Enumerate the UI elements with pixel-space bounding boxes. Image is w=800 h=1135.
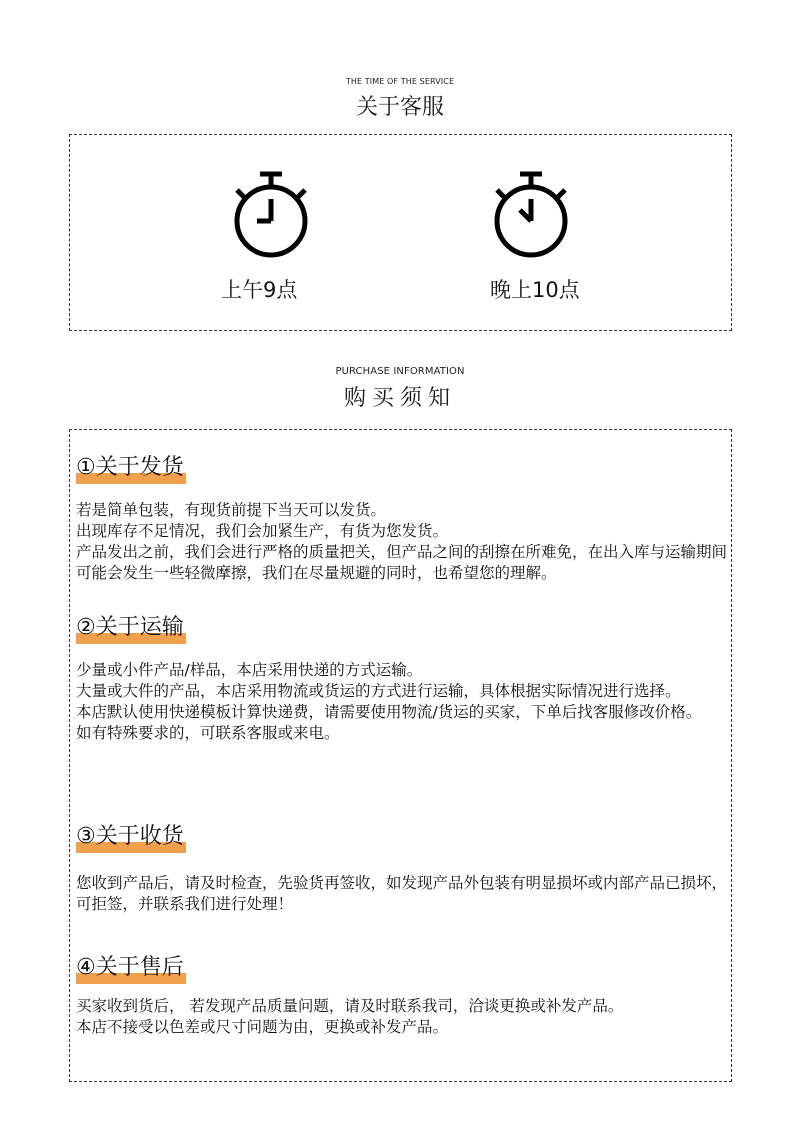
service-header bbox=[0, 77, 800, 121]
service-start-time: 上午9点 bbox=[221, 278, 298, 302]
purchase-info-box bbox=[69, 429, 732, 1082]
purchase-header bbox=[0, 366, 800, 412]
transport-section bbox=[76, 614, 731, 744]
receiving-section-body bbox=[76, 873, 731, 915]
paragraph: 买家收到货后， 若发现产品质量问题，请及时联系我司，洽谈更换或补发产品。 bbox=[76, 997, 624, 1015]
paragraph: 大量或大件的产品，本店采用物流或货运的方式进行运输，具体根据实际情况进行选择。 bbox=[76, 682, 681, 700]
paragraph: 出现库存不足情况，我们会加紧生产，有货为您发货。 bbox=[76, 522, 449, 540]
transport-section-body bbox=[76, 660, 731, 744]
shipping-section bbox=[76, 454, 731, 584]
shipping-section-body bbox=[76, 500, 731, 584]
service-title: 关于客服 bbox=[355, 95, 444, 120]
paragraph: 少量或小件产品/样品，本店采用快递的方式运输。 bbox=[76, 661, 423, 679]
paragraph: 产品发出之前，我们会进行严格的质量把关，但产品之间的刮擦在所难免，在出入库与运输期间可能会发生一些轻微摩擦，我们在尽量规避的同时，也希望您的理解。 bbox=[76, 543, 728, 582]
shipping-section-title: ①关于发货 bbox=[76, 454, 186, 482]
after-sales-section-title: ④关于售后 bbox=[76, 954, 186, 982]
after-sales-section-body bbox=[76, 996, 731, 1038]
service-subtitle: THE TIME OF THE SERVICE bbox=[345, 77, 455, 86]
after-sales-section bbox=[76, 954, 731, 1038]
receiving-section-title: ③关于收货 bbox=[76, 823, 186, 851]
service-hours-box bbox=[69, 134, 732, 331]
paragraph: 本店默认使用快递模板计算快递费，请需要使用物流/货运的买家，下单后找客服修改价格。 bbox=[76, 703, 702, 721]
paragraph: 如有特殊要求的，可联系客服或来电。 bbox=[76, 724, 340, 742]
paragraph: 本店不接受以色差或尺寸问题为由，更换或补发产品。 bbox=[76, 1018, 449, 1036]
stopwatch-icon bbox=[491, 169, 571, 259]
transport-section-title: ②关于运输 bbox=[76, 614, 186, 642]
stopwatch-icon bbox=[231, 169, 311, 259]
paragraph: 您收到产品后，请及时检查，先验货再签收，如发现产品外包装有明显损坏或内部产品已损坏，可拒签，并联系我们进行处理！ bbox=[76, 874, 728, 913]
service-end-time: 晚上10点 bbox=[490, 278, 580, 302]
purchase-subtitle: PURCHASE INFORMATION bbox=[335, 366, 465, 377]
purchase-title: 购买须知 bbox=[343, 386, 456, 411]
receiving-section bbox=[76, 823, 731, 915]
paragraph: 若是简单包装，有现货前提下当天可以发货。 bbox=[76, 501, 387, 519]
